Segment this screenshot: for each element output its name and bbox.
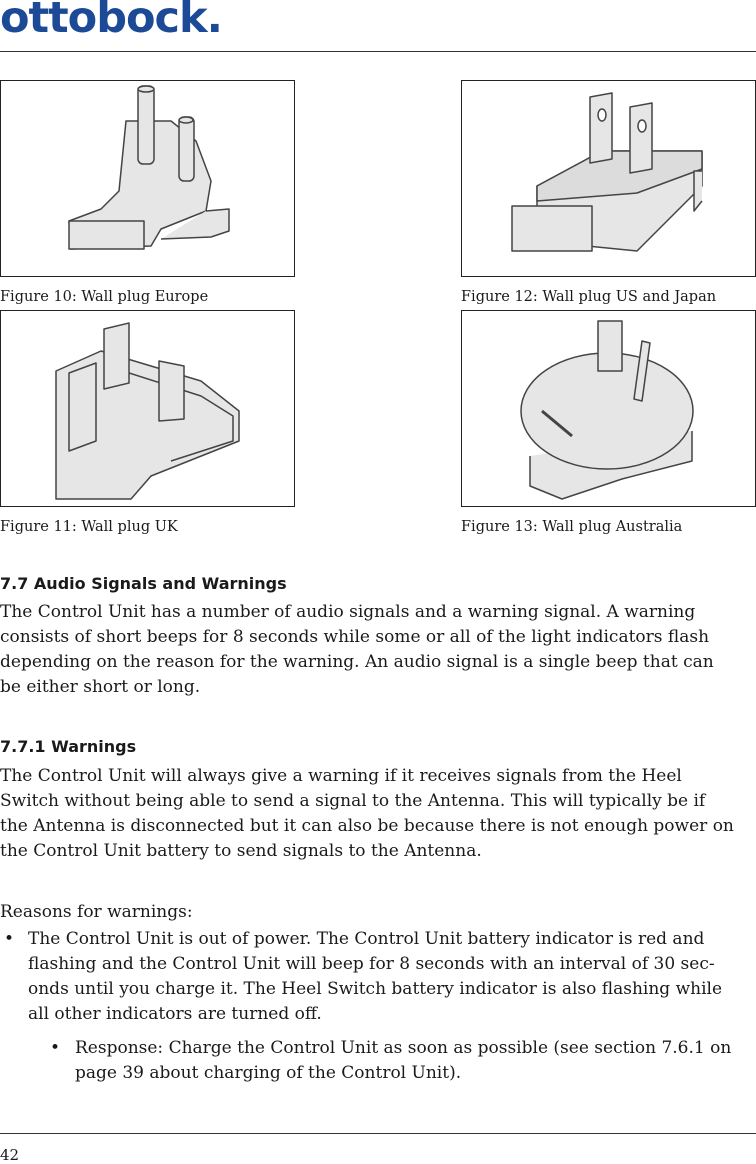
- section-heading: 7.7 Audio Signals and Warnings: [0, 574, 287, 593]
- text-line: consists of short beeps for 8 seconds while some or all of the light indicators flash: [0, 627, 710, 647]
- figure-wall-plug-us-japan: [461, 80, 756, 277]
- text-line: all other indicators are turned off.: [28, 1004, 322, 1024]
- text-line: onds until you charge it. The Heel Switch battery indicator is also flashing while: [28, 979, 723, 999]
- figure-caption: Figure 13: Wall plug Australia: [461, 519, 683, 535]
- figure-wall-plug-europe: [0, 80, 295, 277]
- sub-bullet-item: [75, 1036, 756, 1086]
- header-rule: [0, 51, 756, 52]
- text-line: The Control Unit will always give a warning if it receives signals from the Heel: [0, 766, 682, 786]
- text-line: be either short or long.: [0, 677, 201, 697]
- figure-wall-plug-australia: [461, 310, 756, 507]
- figure-wall-plug-uk: [0, 310, 295, 507]
- bullet-symbol: •: [4, 929, 15, 949]
- reasons-label: [0, 900, 756, 925]
- wall-plug-australia-icon: [462, 311, 756, 508]
- subsection-paragraph: [0, 764, 756, 864]
- wall-plug-us-japan-icon: [462, 81, 756, 278]
- text-line: Switch without being able to send a signal to the Antenna. This will typically be if: [0, 791, 706, 811]
- text-line: The Control Unit is out of power. The Control Unit battery indicator is red and: [28, 929, 705, 949]
- text-line: Reasons for warnings:: [0, 902, 193, 922]
- subsection-heading: 7.7.1 Warnings: [0, 737, 137, 756]
- sub-bullet-symbol: •: [50, 1038, 61, 1058]
- figure-caption: Figure 11: Wall plug UK: [0, 519, 178, 535]
- text-line: the Antenna is disconnected but it can also be because there is not enough power on: [0, 816, 734, 836]
- text-line: the Control Unit battery to send signals to the Antenna.: [0, 841, 482, 861]
- page-number: 42: [0, 1146, 20, 1164]
- text-line: Response: Charge the Control Unit as soon as possible (see section 7.6.1 on: [75, 1038, 732, 1058]
- ottobock-logo: ottobock.: [0, 0, 222, 43]
- text-line: flashing and the Control Unit will beep for 8 seconds with an interval of 30 sec-: [28, 954, 715, 974]
- text-line: depending on the reason for the warning. An audio signal is a single beep that can: [0, 652, 714, 672]
- wall-plug-europe-icon: [1, 81, 296, 278]
- wall-plug-uk-icon: [1, 311, 296, 508]
- text-line: The Control Unit has a number of audio signals and a warning signal. A warning: [0, 602, 696, 622]
- text-line: page 39 about charging of the Control Unit).: [75, 1063, 462, 1083]
- figure-caption: Figure 12: Wall plug US and Japan: [461, 289, 717, 305]
- figure-caption: Figure 10: Wall plug Europe: [0, 289, 209, 305]
- section-paragraph: [0, 600, 756, 700]
- footer-rule: [0, 1133, 756, 1134]
- bullet-item: [28, 927, 756, 1027]
